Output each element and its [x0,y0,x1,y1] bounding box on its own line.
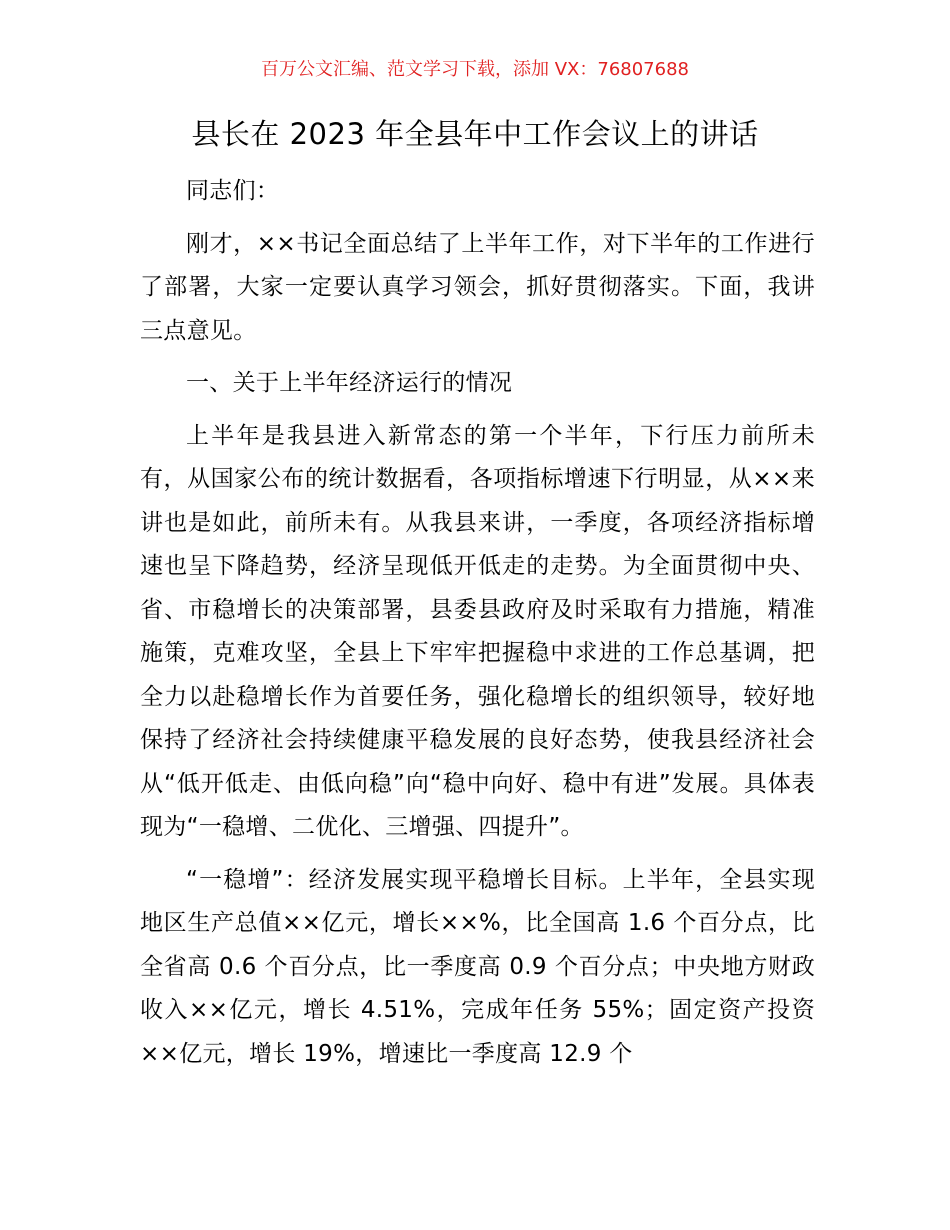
document-title: 县长在 2023 年全县年中工作会议上的讲话 [191,117,759,151]
intro-paragraph: 刚才，××书记全面总结了上半年工作，对下半年的工作进行了部署，大家一定要认真学习领会，抓好贯彻落实。下面，我讲三点意见。 [140,230,815,344]
header-watermark-text: 百万公文汇编、范文学习下载，添加 VX：76807688 [261,59,689,80]
section-heading: 一、关于上半年经济运行的情况 [186,370,513,396]
body-paragraph: 上半年是我县进入新常态的第一个半年，下行压力前所未有，从国家公布的统计数据看，各项指标增速下行明显，从××来讲也是如此，前所未有。从我县来讲，一季度，各项经济指标增速也呈下降趋势，经济呈现低开低走的走势。为全面贯彻中央、省、市稳增长的决策部署，县委县政府及时采取有力措施，精准施策，克难攻坚，全县上下牢牢把握稳中求进的工作总基调，把全力以赴稳增长作为首要任务，强化稳增长的组织领导，较好地保持了经济社会持续健康平稳发展的良好态势，使我县经济社会从“低开低走、由低向稳”向“稳中向好、稳中有进”发展。具体表现为“一稳增、二优化、三增强、四提升”。 [140,422,815,840]
document-body [140,170,815,1076]
body-paragraph: “一稳增”：经济发展实现平稳增长目标。上半年，全县实现地区生产总值××亿元，增长××%，比全国高 1.6 个百分点，比全省高 0.6 个百分点，比一季度高 0.9 个百分点；中央地方财政收入××亿元，增长 4.51%，完成年任务 55%；固定资产投资××亿元，增长 19%，增速比一季度高 12.9 个 [140,866,815,1067]
salutation-paragraph: 同志们： [186,178,280,204]
